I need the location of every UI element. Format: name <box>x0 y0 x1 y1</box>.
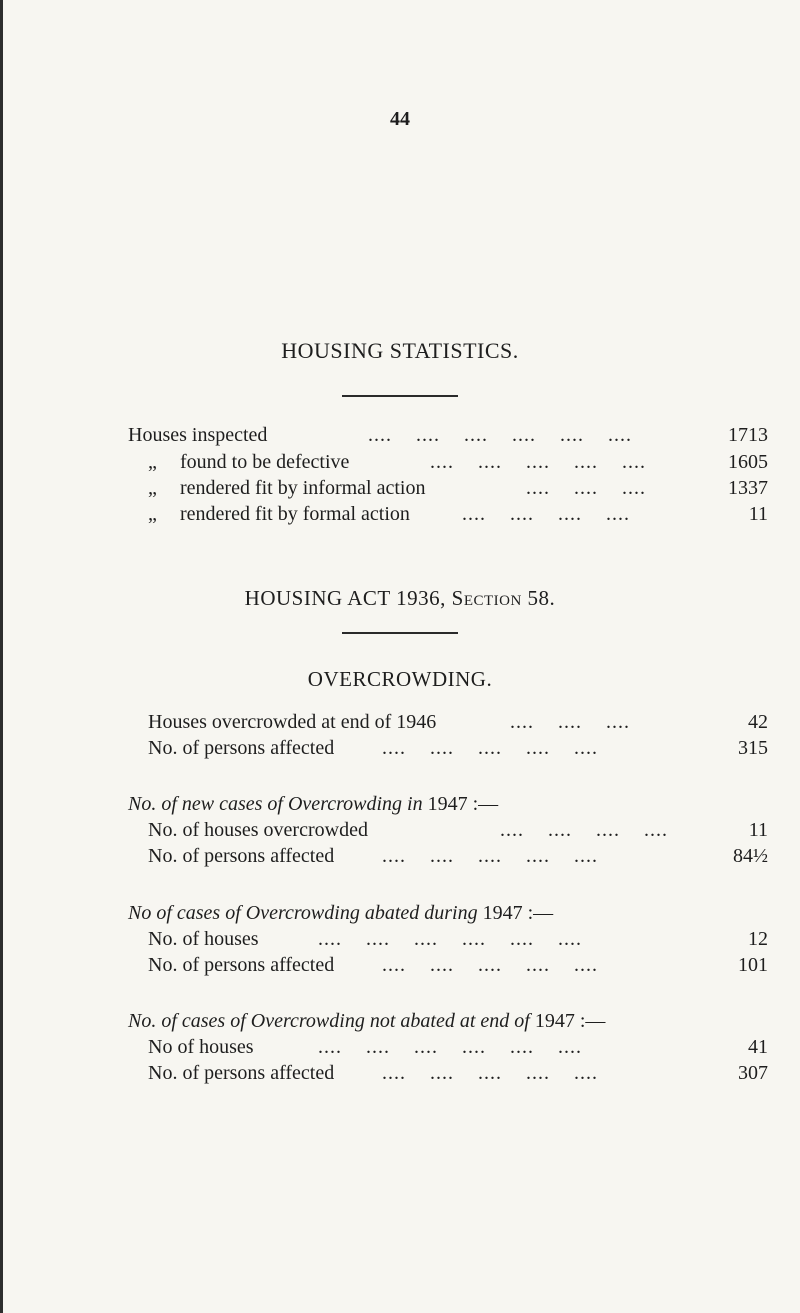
overcrowding-title: OVERCROWDING. <box>307 667 493 691</box>
leader-dots: .... .... .... .... .... <box>382 737 598 759</box>
leader-dots: .... .... .... .... .... <box>382 954 598 976</box>
ditto-mark: „ <box>148 477 157 499</box>
leader-dots: .... .... .... .... .... <box>382 1062 598 1084</box>
row-label: No. of persons affected <box>148 1062 335 1084</box>
row-label: No. of persons affected <box>148 737 335 759</box>
title-rule <box>342 395 458 397</box>
leader-dots: .... .... .... .... .... .... <box>368 424 632 446</box>
row-value: 41 <box>748 1036 768 1058</box>
row-label: No. of persons affected <box>148 845 335 867</box>
leader-dots: .... .... .... .... .... .... <box>318 928 582 950</box>
ditto-mark: „ <box>148 503 157 525</box>
row-label: Houses overcrowded at end of 1946 <box>148 711 437 733</box>
leader-dots: .... .... .... .... .... <box>430 451 646 473</box>
leader-dots: .... .... .... .... <box>500 819 668 841</box>
new-cases-heading: No. of new cases of Overcrowding in 1947 :— <box>128 793 499 815</box>
leader-dots: .... .... .... .... .... .... <box>318 1036 582 1058</box>
page-number: 44 <box>390 108 410 130</box>
act-section: Section 58. <box>451 586 556 610</box>
page-title: HOUSING STATISTICS. <box>281 338 519 363</box>
stat-label: Houses inspected <box>128 424 268 446</box>
row-value: 307 <box>738 1062 768 1084</box>
stat-value: 1337 <box>728 477 768 499</box>
leader-dots: .... .... .... .... .... <box>382 845 598 867</box>
row-label: No. of houses <box>148 928 259 950</box>
row-value: 11 <box>748 819 768 841</box>
stat-value: 1713 <box>728 424 768 446</box>
page-edge <box>0 0 3 1313</box>
act-heading: HOUSING ACT 1936, Section 58. <box>244 586 556 610</box>
act-rule <box>342 632 458 634</box>
row-value: 12 <box>748 928 768 950</box>
leader-dots: .... .... .... <box>526 477 646 499</box>
row-value: 315 <box>738 737 768 759</box>
row-value: 84½ <box>733 845 768 867</box>
row-label: No of houses <box>148 1036 254 1058</box>
ditto-mark: „ <box>148 451 157 473</box>
stat-value: 1605 <box>728 451 768 473</box>
leader-dots: .... .... .... .... <box>462 503 630 525</box>
stat-label: „ found to be defective <box>148 451 350 473</box>
not-abated-heading: No. of cases of Overcrowding not abated at end of 1947 :— <box>128 1010 606 1032</box>
row-value: 42 <box>748 711 768 733</box>
row-label: No. of houses overcrowded <box>148 819 368 841</box>
abated-heading: No of cases of Overcrowding abated during 1947 :— <box>128 902 554 924</box>
leader-dots: .... .... .... <box>510 711 630 733</box>
stat-value: 11 <box>748 503 768 525</box>
row-label: No. of persons affected <box>148 954 335 976</box>
stat-label: „ rendered fit by formal action <box>148 503 410 525</box>
row-value: 101 <box>738 954 768 976</box>
stat-label: „ rendered fit by informal action <box>148 477 426 499</box>
